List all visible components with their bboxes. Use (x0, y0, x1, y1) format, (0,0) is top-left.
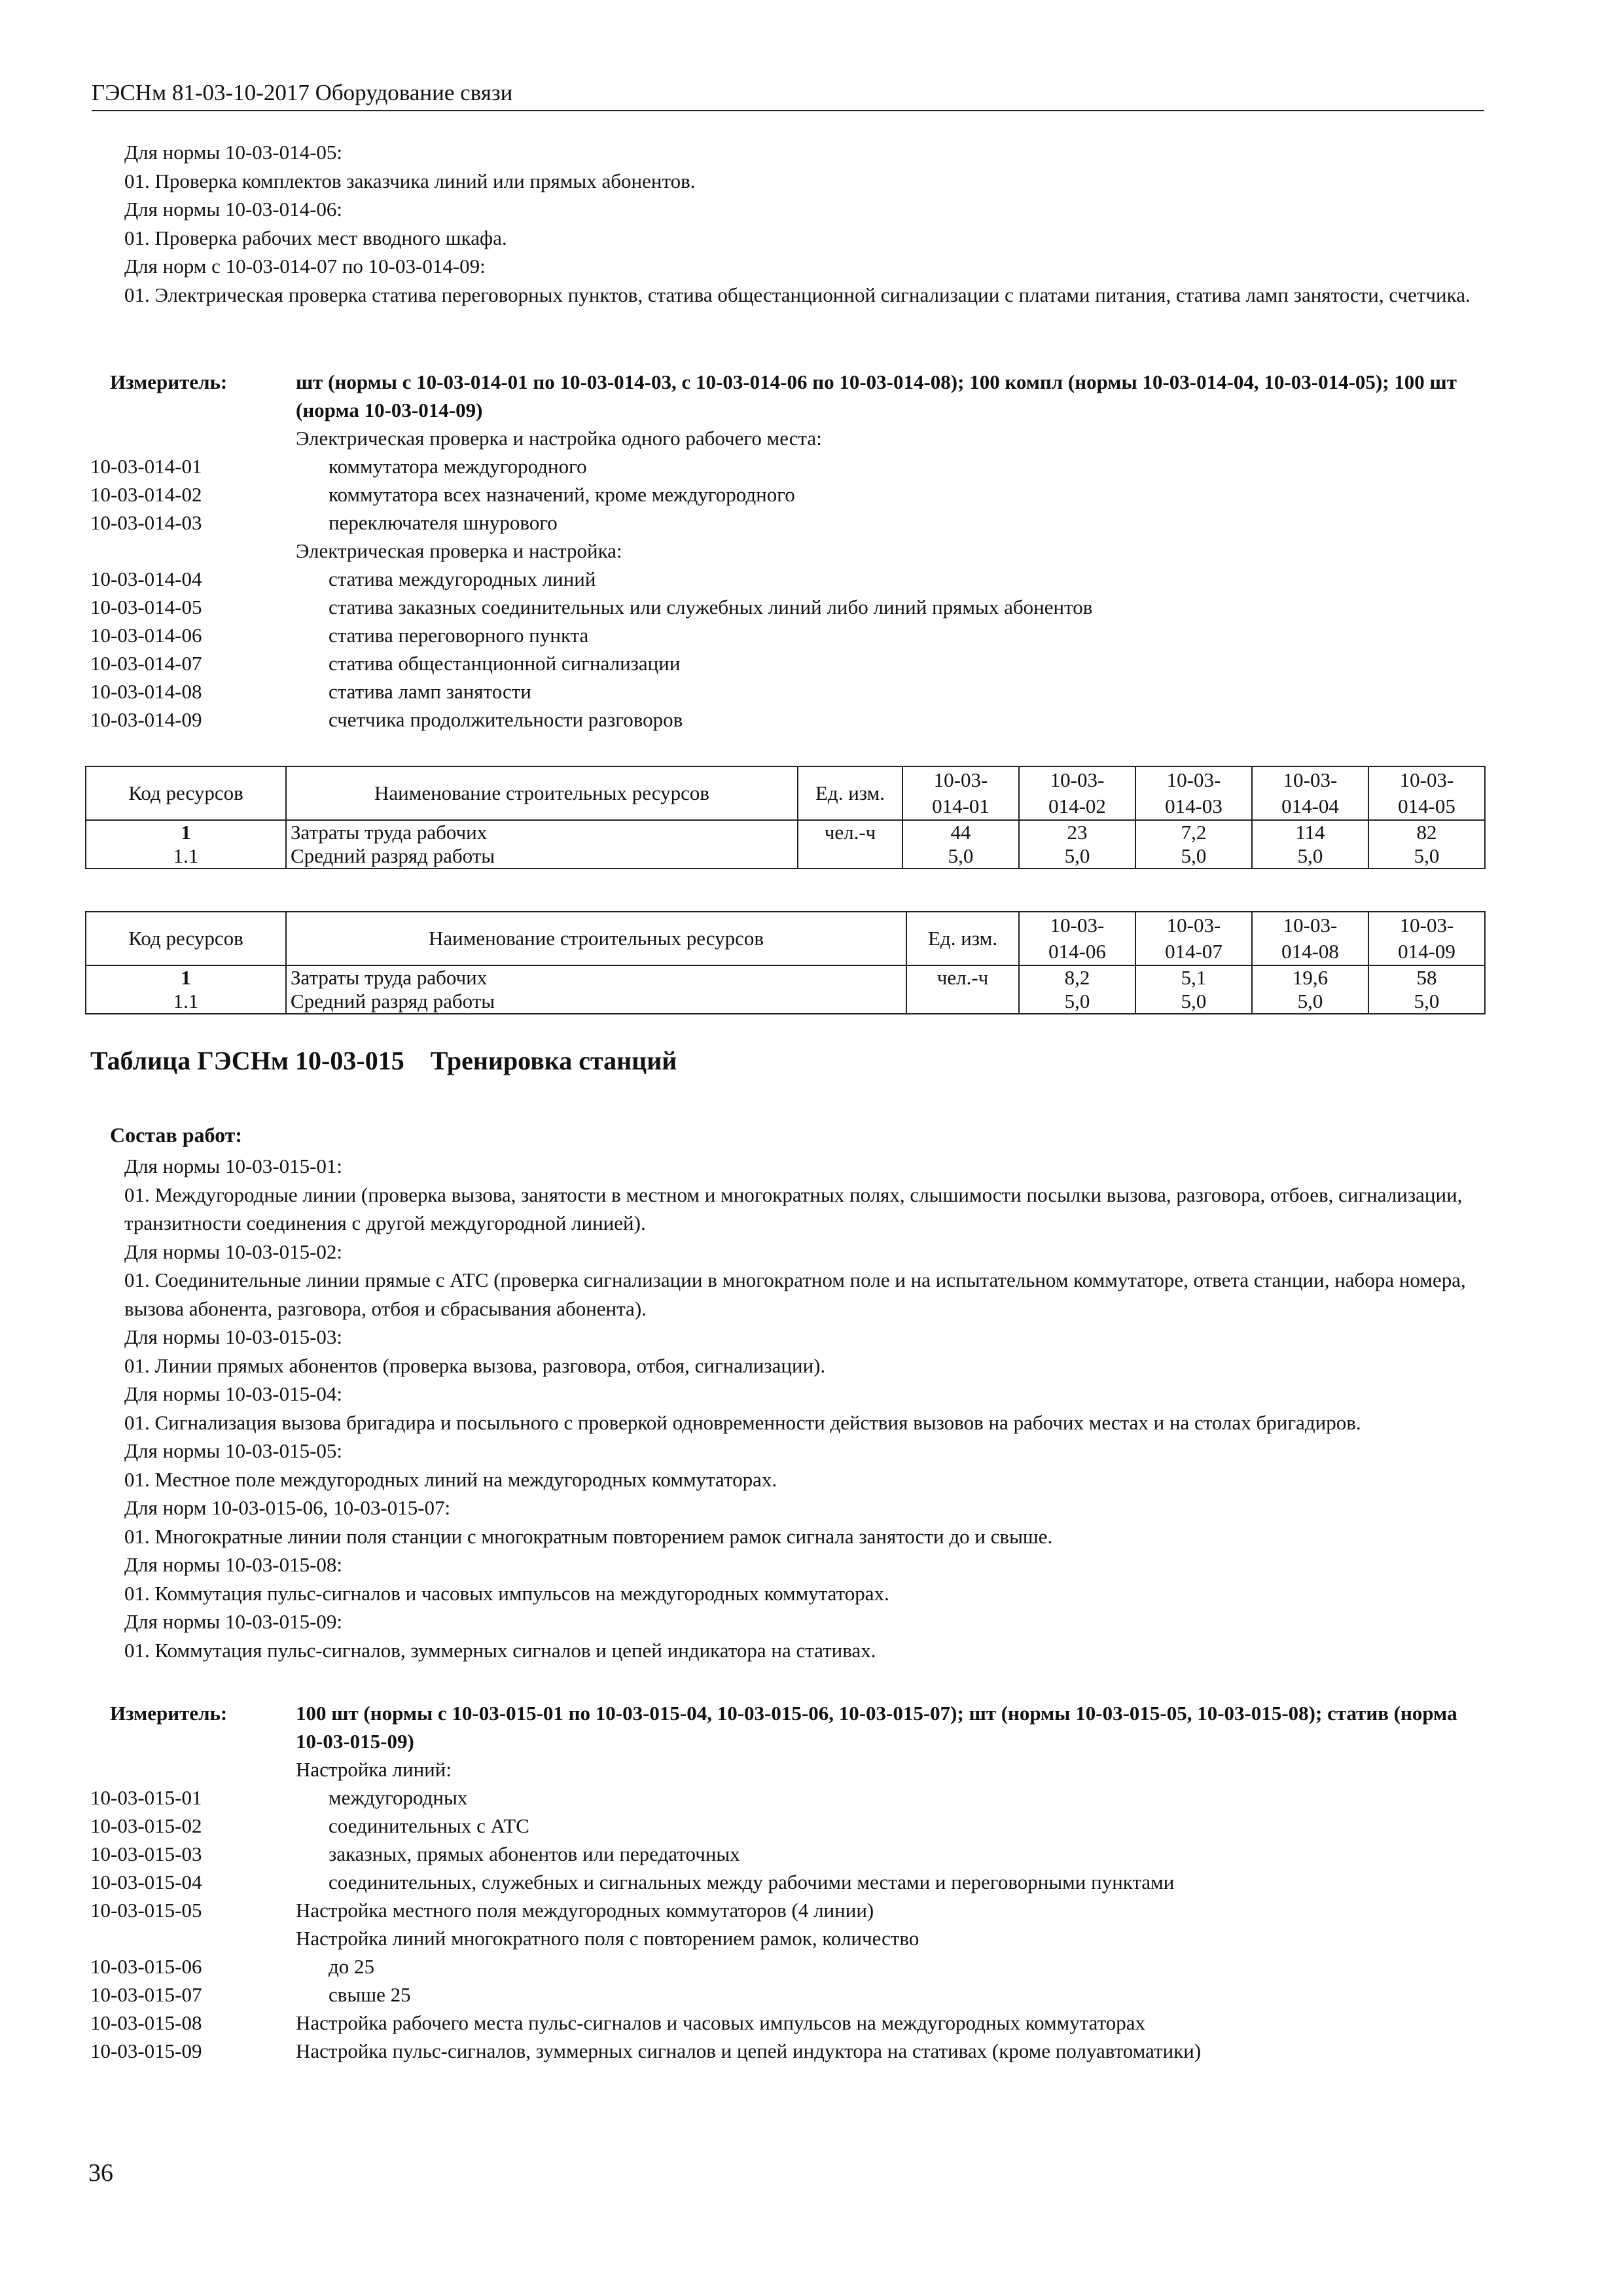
text-line: Для нормы 10-03-015-01: (124, 1155, 343, 1177)
norm-suffix: 014-06 (1048, 940, 1106, 963)
norm-row (90, 480, 1484, 509)
norm-prefix: 10-03- (1283, 768, 1338, 791)
group-title: Электрическая проверка и настройка: (296, 539, 622, 562)
text-line: 01. Электрическая проверка статива переговорных пунктов, статива общестанционной сигнализации с платами питания, статива ламп занятости, счетчика. (124, 283, 1471, 306)
group-row (90, 1924, 1484, 1952)
table-header-row (86, 912, 1485, 965)
measure-row (90, 1699, 1484, 1755)
norm-prefix: 10-03- (933, 768, 988, 791)
norm-suffix: 014-08 (1281, 940, 1339, 963)
table-header-row (86, 766, 1485, 820)
text-line: 01. Коммутация пульс-сигналов и часовых импульсов на междугородных коммутаторах. (124, 1581, 889, 1605)
cell-value: 23 (1019, 820, 1135, 844)
norm-row (90, 677, 1484, 706)
norm-row (90, 1840, 1484, 1868)
header-norm (1019, 766, 1135, 820)
text-line: Для нормы 10-03-015-09: (124, 1610, 343, 1633)
norm-row (90, 1896, 1484, 1924)
cell-value: 5,0 (1368, 990, 1485, 1014)
norm-row (90, 1868, 1484, 1896)
header-code: Код ресурсов (86, 912, 286, 965)
text-line: Для нормы 10-03-014-06: (124, 198, 343, 221)
norm-row (90, 509, 1484, 537)
table-row (86, 820, 1485, 844)
cell-code: 1.1 (86, 844, 286, 869)
norm-suffix: 014-05 (1398, 795, 1455, 817)
norm-prefix: 10-03- (1166, 768, 1221, 791)
measure-block-2 (90, 1699, 1484, 2065)
header-norm (1368, 766, 1485, 820)
header-name: Наименование строительных ресурсов (286, 912, 906, 965)
cell-value: 5,0 (1252, 990, 1368, 1014)
norm-text: статива заказных соединительных или служебных линий либо линий прямых абонентов (329, 596, 1093, 619)
table-row (86, 965, 1485, 990)
page-header (92, 77, 1484, 111)
resource-table-1 (85, 766, 1486, 869)
text-line: 01. Сигнализация вызова бригадира и посыльного с проверкой одновременности действия вызовов на рабочих местах и на столах бригадиров. (124, 1410, 1361, 1434)
cell-value: 5,1 (1135, 965, 1252, 990)
cell-code: 1 (86, 820, 286, 844)
header-norm (1252, 766, 1368, 820)
page-number: 36 (88, 2159, 113, 2187)
norm-row (90, 649, 1484, 677)
cell-unit: чел.-ч (906, 965, 1019, 990)
group-title: Электрическая проверка и настройка одного рабочего места: (296, 427, 822, 450)
text-line: Для нормы 10-03-015-05: (124, 1439, 343, 1462)
text-line: Для нормы 10-03-014-05: (124, 141, 343, 164)
header-norm (1135, 912, 1252, 965)
norm-prefix: 10-03- (1166, 914, 1221, 937)
cell-name: Средний разряд работы (286, 844, 798, 869)
text-line: Для нормы 10-03-015-04: (124, 1382, 343, 1405)
header-norm (1135, 766, 1252, 820)
resource-table-2 (85, 911, 1486, 1014)
header-code: Код ресурсов (86, 766, 286, 820)
norm-text: коммутатора междугородного (329, 455, 587, 478)
norm-code: 10-03-014-07 (90, 652, 202, 675)
norm-code: 10-03-015-01 (90, 1786, 202, 1809)
norm-text: соединительных, служебных и сигнальных между рабочими местами и переговорными пунктами (329, 1871, 1175, 1893)
table-row (86, 844, 1485, 869)
norm-text: Настройка рабочего места пульс-сигналов и часовых импульсов на междугородных коммутаторах (296, 2011, 1146, 2034)
cell-value: 44 (902, 820, 1019, 844)
norm-code: 10-03-015-02 (90, 1814, 202, 1837)
norm-text: до 25 (329, 1955, 375, 1978)
text-line: 01. Проверка рабочих мест вводного шкафа. (124, 226, 507, 249)
norm-suffix: 014-03 (1165, 795, 1222, 817)
group-row (90, 424, 1484, 452)
norm-code: 10-03-014-01 (90, 455, 202, 478)
norm-row (90, 593, 1484, 621)
norm-code: 10-03-014-09 (90, 708, 202, 731)
norm-row (90, 2009, 1484, 2037)
text-line: Для норм 10-03-015-06, 10-03-015-07: (124, 1496, 451, 1519)
norm-code: 10-03-015-08 (90, 2011, 202, 2034)
cell-name: Затраты труда рабочих (286, 820, 798, 844)
norm-suffix: 014-07 (1165, 940, 1222, 963)
norm-prefix: 10-03- (1399, 914, 1454, 937)
intro-block (124, 138, 1486, 309)
norm-code: 10-03-014-02 (90, 483, 202, 506)
text-line: 01. Местное поле междугородных линий на междугородных коммутаторах. (124, 1467, 777, 1491)
norm-text: статива общестанционной сигнализации (329, 652, 681, 675)
composition-label: Состав работ: (110, 1123, 243, 1147)
norm-row (90, 1952, 1484, 1981)
cell-name: Затраты труда рабочих (286, 965, 906, 990)
norm-code: 10-03-014-04 (90, 567, 202, 590)
header-name: Наименование строительных ресурсов (286, 766, 798, 820)
norm-prefix: 10-03- (1399, 768, 1454, 791)
norm-row (90, 452, 1484, 480)
group-row (90, 537, 1484, 565)
measure-label: Измеритель: (110, 1702, 228, 1725)
norm-row (90, 706, 1484, 734)
measure-text: 100 шт (нормы с 10-03-015-01 по 10-03-015-04, 10-03-015-06, 10-03-015-07); шт (нормы 10-03-015-05, 10-03-015-08); статив (норма 10-03-015-09) (296, 1702, 1457, 1753)
norm-text: заказных, прямых абонентов или передаточных (329, 1842, 740, 1865)
header-title: ГЭСНм 81-03-10-2017 Оборудование связи (92, 80, 513, 105)
cell-unit (798, 844, 902, 869)
norm-code: 10-03-014-05 (90, 596, 202, 619)
measure-row (90, 368, 1484, 424)
text-line: Для нормы 10-03-015-03: (124, 1325, 343, 1348)
cell-value: 114 (1252, 820, 1368, 844)
norm-prefix: 10-03- (1283, 914, 1338, 937)
table-title: Тренировка станций (430, 1046, 677, 1075)
header-norm (902, 766, 1019, 820)
norm-code: 10-03-015-03 (90, 1842, 202, 1865)
norm-code: 10-03-015-07 (90, 1983, 202, 2006)
norm-suffix: 014-04 (1281, 795, 1339, 817)
section-title (90, 1045, 677, 1076)
table-row (86, 990, 1485, 1014)
header-unit: Ед. изм. (906, 912, 1019, 965)
measure-label: Измеритель: (110, 370, 228, 393)
header-unit: Ед. изм. (798, 766, 902, 820)
cell-value: 5,0 (1135, 844, 1252, 869)
norm-text: Настройка пульс-сигналов, зуммерных сигналов и цепей индуктора на стативах (кроме полуавтоматики) (296, 2039, 1202, 2062)
header-norm (1368, 912, 1485, 965)
cell-code: 1.1 (86, 990, 286, 1014)
norm-code: 10-03-015-09 (90, 2039, 202, 2062)
norm-text: соединительных с АТС (329, 1814, 529, 1837)
norm-text: междугородных (329, 1786, 468, 1809)
text-line: 01. Проверка комплектов заказчика линий или прямых абонентов. (124, 169, 696, 192)
norm-row (90, 621, 1484, 649)
text-line: 01. Многократные линии поля станции с многократным повторением рамок сигнала занятости до и свыше. (124, 1524, 1053, 1548)
norm-suffix: 014-01 (932, 795, 990, 817)
text-line: 01. Коммутация пульс-сигналов, зуммерных сигналов и цепей индикатора на стативах. (124, 1638, 876, 1662)
group-row (90, 1755, 1484, 1784)
table-id: Таблица ГЭСНм 10-03-015 (90, 1046, 404, 1075)
norm-text: свыше 25 (329, 1983, 411, 2006)
norm-code: 10-03-015-04 (90, 1871, 202, 1893)
cell-value: 19,6 (1252, 965, 1368, 990)
cell-unit (906, 990, 1019, 1014)
norm-text: статива междугородных линий (329, 567, 596, 590)
group-title: Настройка линий многократного поля с повторением рамок, количество (296, 1927, 919, 1950)
norm-row (90, 1981, 1484, 2009)
norm-row (90, 1784, 1484, 1812)
norm-row (90, 2037, 1484, 2065)
cell-value: 82 (1368, 820, 1485, 844)
cell-value: 5,0 (1368, 844, 1485, 869)
text-line: 01. Междугородные линии (проверка вызова, занятости в местном и многократных полях, слышимости посылки вызова, разговора, отбоев, сигнализации, транзитности соединения с другой междугородной линией). (124, 1183, 1463, 1234)
cell-value: 58 (1368, 965, 1485, 990)
text-line: Для нормы 10-03-015-02: (124, 1240, 343, 1263)
cell-value: 5,0 (1135, 990, 1252, 1014)
cell-value: 7,2 (1135, 820, 1252, 844)
group-title: Настройка линий: (296, 1758, 452, 1781)
norm-code: 10-03-014-03 (90, 511, 202, 534)
cell-value: 5,0 (1019, 844, 1135, 869)
norm-text: коммутатора всех назначений, кроме междугородного (329, 483, 795, 506)
text-line: Для нормы 10-03-015-08: (124, 1553, 343, 1576)
cell-unit: чел.-ч (798, 820, 902, 844)
norm-row (90, 565, 1484, 593)
cell-name: Средний разряд работы (286, 990, 906, 1014)
norm-code: 10-03-015-05 (90, 1899, 202, 1922)
cell-value: 5,0 (1252, 844, 1368, 869)
cell-value: 5,0 (1019, 990, 1135, 1014)
cell-value: 8,2 (1019, 965, 1135, 990)
cell-code: 1 (86, 965, 286, 990)
header-norm (1019, 912, 1135, 965)
norm-suffix: 014-02 (1048, 795, 1106, 817)
measure-text: шт (нормы с 10-03-014-01 по 10-03-014-03, с 10-03-014-06 по 10-03-014-08); 100 компл (нормы 10-03-014-04, 10-03-014-05); 100 шт (норма 10-03-014-09) (296, 370, 1457, 422)
norm-suffix: 014-09 (1398, 940, 1455, 963)
text-line: 01. Соединительные линии прямые с АТС (проверка сигнализации в многократном поле и на испытательном коммутаторе, ответа станции, набора номера, вызова абонента, разговора, отбоя и сбрасывания абонента). (124, 1268, 1466, 1320)
text-line: 01. Линии прямых абонентов (проверка вызова, разговора, отбоя, сигнализации). (124, 1354, 826, 1377)
norm-prefix: 10-03- (1050, 768, 1105, 791)
norm-text: статива переговорного пункта (329, 624, 589, 647)
norm-row (90, 1812, 1484, 1840)
norm-text: переключателя шнурового (329, 511, 558, 534)
work-composition-block (124, 1152, 1486, 1664)
norm-prefix: 10-03- (1050, 914, 1105, 937)
norm-text: Настройка местного поля междугородных коммутаторов (4 линии) (296, 1899, 874, 1922)
cell-value: 5,0 (902, 844, 1019, 869)
norm-text: статива ламп занятости (329, 680, 531, 703)
text-line: Для норм с 10-03-014-07 по 10-03-014-09: (124, 255, 486, 278)
norm-text: счетчика продолжительности разговоров (329, 708, 683, 731)
measure-block-1 (90, 368, 1484, 734)
norm-code: 10-03-014-06 (90, 624, 202, 647)
norm-code: 10-03-014-08 (90, 680, 202, 703)
norm-code: 10-03-015-06 (90, 1955, 202, 1978)
header-norm (1252, 912, 1368, 965)
